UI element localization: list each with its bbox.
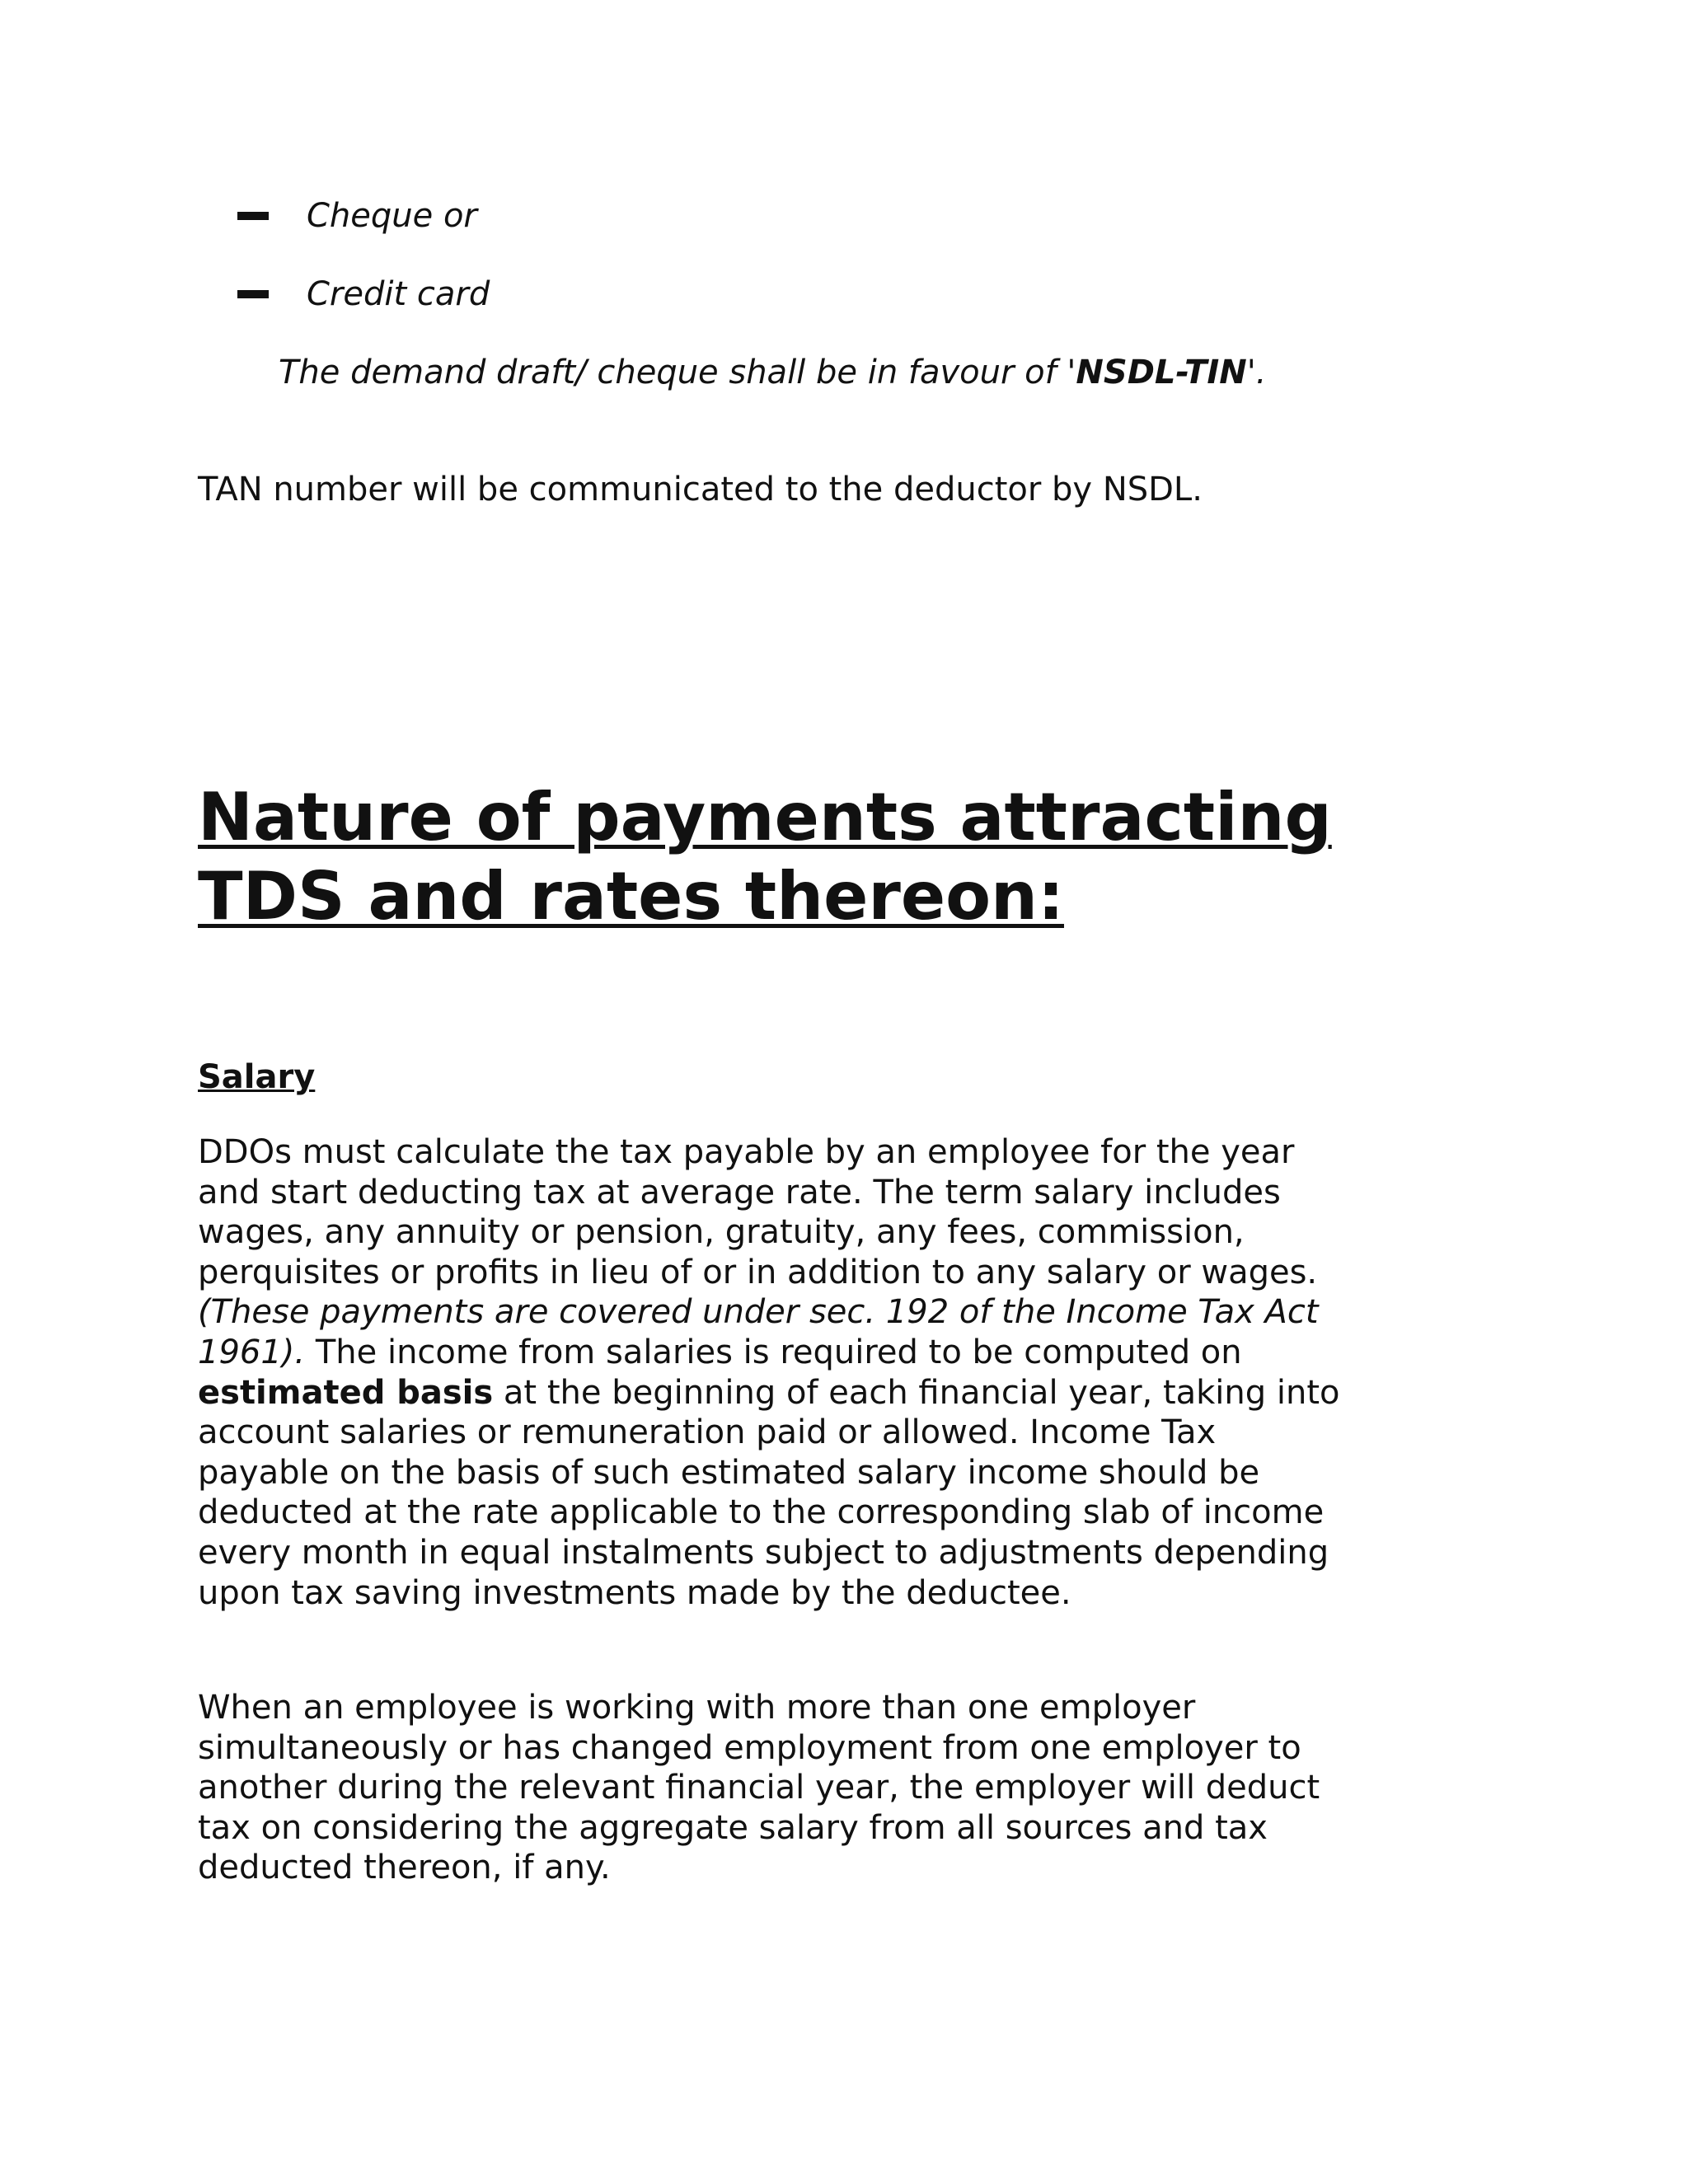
bullet-text: Credit card (307, 275, 490, 313)
paragraph-text: DDOs must calculate the tax payable by an employee for the year and start deducting tax at average rate. The term salary includes wages, any annuity or pension, gratuity, any fees, commission, perquisites or profits in lieu of or in addition to any salary or wages. (198, 1133, 1318, 1291)
bullet-text: Cheque or (307, 197, 477, 235)
bullet-item-cheque (237, 191, 477, 241)
section-heading: Nature of payments attracting TDS and rates thereon: (198, 779, 1332, 935)
bullet-item-credit-card (237, 269, 490, 319)
tan-communication-line: TAN number will be communicated to the deductor by NSDL. (198, 471, 1203, 509)
dash-bullet-icon (237, 290, 269, 298)
note-payee: NSDL-TIN (1076, 354, 1247, 391)
paragraph-text: The income from salaries is required to be computed on (305, 1333, 1242, 1371)
salary-paragraph (198, 1132, 1352, 1613)
estimated-basis-term: estimated basis (198, 1373, 494, 1412)
note-prefix: The demand draft/ cheque shall be in favour of ' (279, 354, 1076, 391)
paragraph-text: at the beginning of each financial year, taking into account salaries or remuneration paid or allowed. Income Tax payable on the basis of such estimated salary income should be deducted at the rate applicable to the corresponding slab of income every month in equal instalments subject to adjustments depending upon tax saving investments made by the deductee. (198, 1373, 1340, 1612)
payment-favour-note (279, 353, 1268, 392)
dash-bullet-icon (237, 212, 269, 220)
multiple-employers-paragraph: When an employee is working with more than one employer simultaneously or has changed employment from one employer to another during the relevant financial year, the employer will deduct tax on considering the aggregate salary from all sources and tax deducted thereon, if any. (198, 1689, 1320, 1887)
section-reference: (These payments are covered under sec. 192 of the Income Tax Act 1961). (198, 1293, 1319, 1371)
note-suffix: '. (1246, 354, 1267, 391)
salary-subheading: Salary (198, 1058, 316, 1096)
